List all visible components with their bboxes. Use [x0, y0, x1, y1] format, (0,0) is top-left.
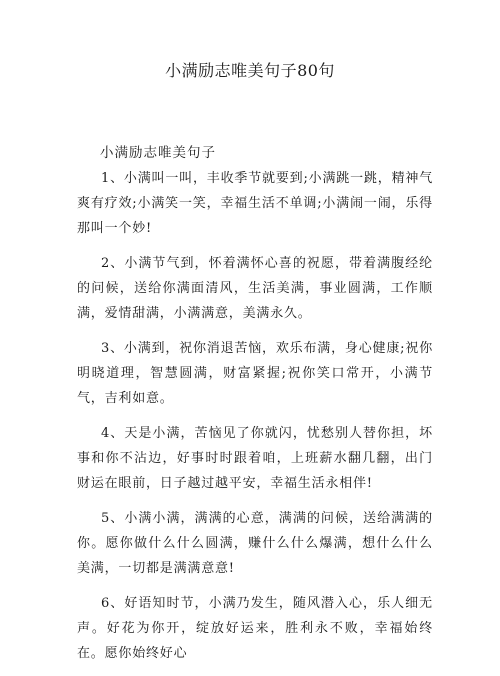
- paragraph-6: 6、好语知时节，小满乃发生，随风潜入心，乐人细无声。好花为你开，绽放好运来，胜利永不败，幸福始终在。愿你始终好心: [77, 596, 433, 661]
- document-body: [77, 166, 433, 676]
- paragraph-4: 4、天是小满，苦恼见了你就闪，忧愁别人替你担，坏事和你不沾边，好事时时跟着咱，上班薪水翻几翻，出门财运在眼前，日子越过越平安，幸福生活永相伴!: [77, 426, 433, 491]
- paragraph-5: 5、小满小满，满满的心意，满满的问候，送给满满的你。愿你做什么什么圆满，赚什么什么爆满，想什么什么美满，一切都是满满意意!: [77, 511, 433, 576]
- document-title: 小满励志唯美句子80句: [165, 61, 335, 80]
- paragraph-2: 2、小满节气到，怀着满怀心喜的祝愿，带着满腹经纶的问候，送给你满面清风，生活美满，事业圆满，工作顺满，爱情甜满，小满满意，美满永久。: [77, 256, 433, 321]
- paragraph-1: 1、小满叫一叫，丰收季节就要到;小满跳一跳，精神气爽有疗效;小满笑一笑，幸福生活不单调;小满闹一闹，乐得那叫一个妙!: [77, 171, 433, 236]
- document-subtitle: 小满励志唯美句子: [100, 145, 216, 161]
- paragraph-3: 3、小满到，祝你消退苦恼，欢乐布满，身心健康;祝你明晓道理，智慧圆满，财富紧握;祝你笑口常开，小满节气，吉利如意。: [77, 341, 433, 406]
